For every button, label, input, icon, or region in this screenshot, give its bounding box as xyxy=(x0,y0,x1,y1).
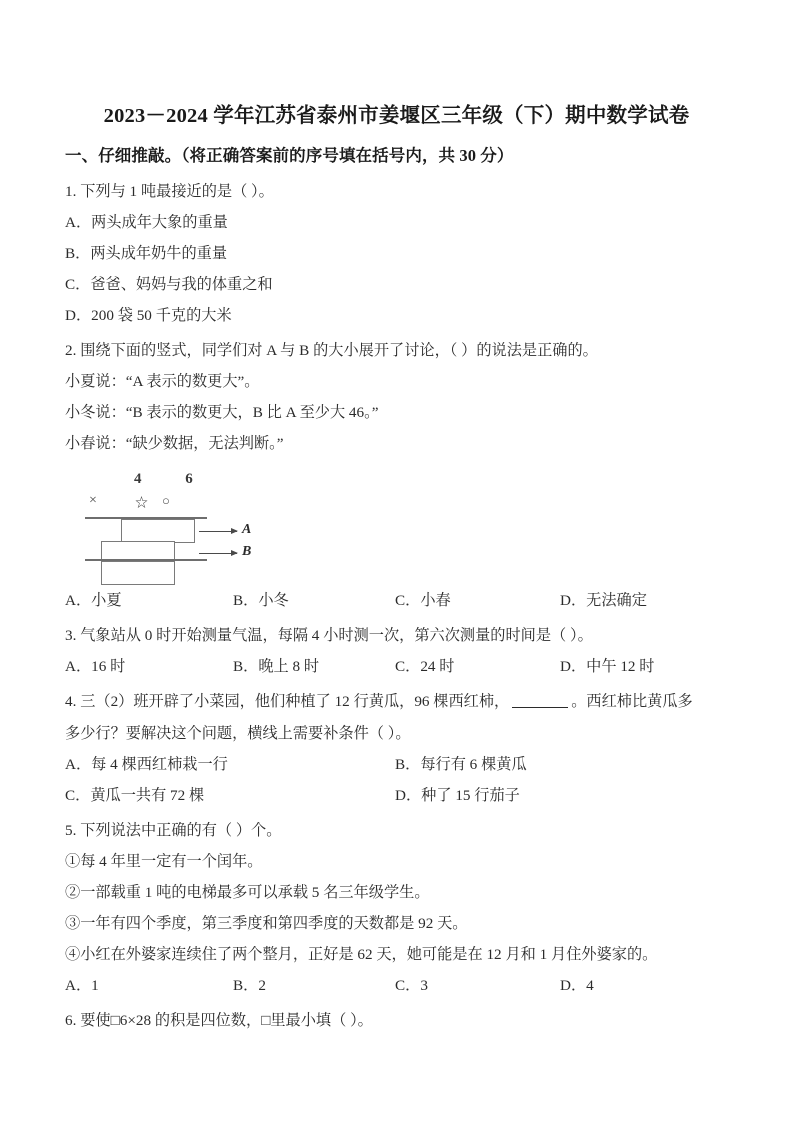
question-3-option-b[interactable]: B．晚上 8 时 xyxy=(233,658,320,675)
question-5-statement-2: ②一部载重 1 吨的电梯最多可以承载 5 名三年级学生。 xyxy=(65,884,430,901)
question-2-option-c[interactable]: C．小春 xyxy=(395,592,451,609)
multiplicand-digits: 4 6 xyxy=(134,471,213,487)
question-2-quote-xiaochun: 小春说：“缺少数据，无法判断。” xyxy=(65,435,284,452)
question-3-stem xyxy=(65,620,748,651)
question-2-option-b[interactable]: B．小冬 xyxy=(233,592,289,609)
question-2-stem xyxy=(65,335,748,366)
paper-content xyxy=(65,142,748,1036)
question-2-text: 围绕下面的竖式，同学们对 A 与 B 的大小展开了讨论，（ ）的说法是正确的。 xyxy=(80,342,598,359)
figure-label-b: B xyxy=(242,544,252,559)
question-2-quote-xiaodong: 小冬说：“B 表示的数更大，B 比 A 至少大 46。” xyxy=(65,404,379,421)
page-title: 2023－2024 学年江苏省泰州市姜堰区三年级（下）期中数学试卷 xyxy=(103,105,690,127)
question-5-statement-1: ①每 4 年里一定有一个闰年。 xyxy=(65,853,263,870)
question-4-option-c[interactable]: C．黄瓜一共有 72 棵 xyxy=(65,787,205,804)
question-5-option-d[interactable]: D．4 xyxy=(560,977,594,994)
question-5-statement-4: ④小红在外婆家连续住了两个整月，正好是 62 天，她可能是在 12 月和 1 月住外婆家的。 xyxy=(65,946,658,963)
question-3-option-a[interactable]: A．16 时 xyxy=(65,658,126,675)
arrow-to-b-icon xyxy=(199,553,237,554)
section-heading: 一、仔细推敲。（将正确答案前的序号填在括号内，共 30 分） xyxy=(65,146,514,165)
question-2-options xyxy=(65,585,748,616)
question-6-stem xyxy=(65,1005,748,1036)
vertical-multiplication-diagram xyxy=(79,471,319,579)
question-4-option-b[interactable]: B．每行有 6 棵黄瓜 xyxy=(395,756,527,773)
question-2-number: 2. xyxy=(65,342,77,359)
question-5-stem xyxy=(65,815,748,846)
star-icon: ☆ xyxy=(135,495,149,510)
question-3-options xyxy=(65,651,748,682)
question-6-number: 6. xyxy=(65,1012,77,1029)
question-4-option-d[interactable]: D．种了 15 行茄子 xyxy=(395,787,520,804)
question-2 xyxy=(65,335,748,616)
question-3-number: 3. xyxy=(65,627,77,644)
question-4-options-row2 xyxy=(65,780,748,811)
arrow-to-a-icon xyxy=(199,531,237,532)
question-5 xyxy=(65,815,748,1001)
question-6-text: 要使□6×28 的积是四位数，□里最小填（ ）。 xyxy=(80,1012,373,1029)
question-4 xyxy=(65,686,748,811)
question-5-text: 下列说法中正确的有（ ）个。 xyxy=(80,822,282,839)
question-3-text: 气象站从 0 时开始测量气温，每隔 4 小时测一次，第六次测量的时间是（ ）。 xyxy=(80,627,593,644)
question-5-option-c[interactable]: C．3 xyxy=(395,977,428,994)
question-4-option-a[interactable]: A．每 4 棵西红柿栽一行 xyxy=(65,756,228,773)
question-1-stem xyxy=(65,176,748,207)
total-product-box xyxy=(101,561,175,585)
question-5-option-a[interactable]: A．1 xyxy=(65,977,99,994)
question-5-number: 5. xyxy=(65,822,77,839)
question-3-option-c[interactable]: C．24 时 xyxy=(395,658,455,675)
question-1-option-d[interactable]: D．200 袋 50 千克的大米 xyxy=(65,307,232,324)
circle-icon: ○ xyxy=(162,493,170,508)
question-3 xyxy=(65,620,748,682)
question-2-option-d[interactable]: D．无法确定 xyxy=(560,592,647,609)
question-4-text-part1: 三（2）班开辟了小菜园，他们种植了 12 行黄瓜，96 棵西红柿， xyxy=(80,693,510,710)
question-1-option-c[interactable]: C．爸爸、妈妈与我的体重之和 xyxy=(65,276,273,293)
question-1 xyxy=(65,176,748,331)
question-1-option-b[interactable]: B．两头成年奶牛的重量 xyxy=(65,245,228,262)
question-5-options xyxy=(65,970,748,1001)
question-1-option-a[interactable]: A．两头成年大象的重量 xyxy=(65,214,228,231)
question-5-statement-3: ③一年有四个季度，第三季度和第四季度的天数都是 92 天。 xyxy=(65,915,468,932)
multiply-operator-icon: × xyxy=(89,493,97,508)
question-6 xyxy=(65,1005,748,1036)
figure-label-a: A xyxy=(242,522,252,537)
question-4-options-row1 xyxy=(65,749,748,780)
question-4-stem-line2: 多少行？要解决这个问题，横线上需要补条件（ ）。 xyxy=(65,725,411,742)
question-1-number: 1. xyxy=(65,183,77,200)
question-4-number: 4. xyxy=(65,693,77,710)
question-2-quote-xiaxia: 小夏说：“A 表示的数更大”。 xyxy=(65,373,260,390)
question-4-blank-underline[interactable] xyxy=(512,695,568,708)
question-1-text: 下列与 1 吨最接近的是（ ）。 xyxy=(80,183,274,200)
question-3-option-d[interactable]: D．中午 12 时 xyxy=(560,658,655,675)
question-2-option-a[interactable]: A．小夏 xyxy=(65,592,122,609)
partial-product-box-a xyxy=(121,519,195,543)
question-4-stem xyxy=(65,686,748,717)
question-5-option-b[interactable]: B．2 xyxy=(233,977,266,994)
question-4-text-part2: 。西红柿比黄瓜多 xyxy=(571,693,693,710)
